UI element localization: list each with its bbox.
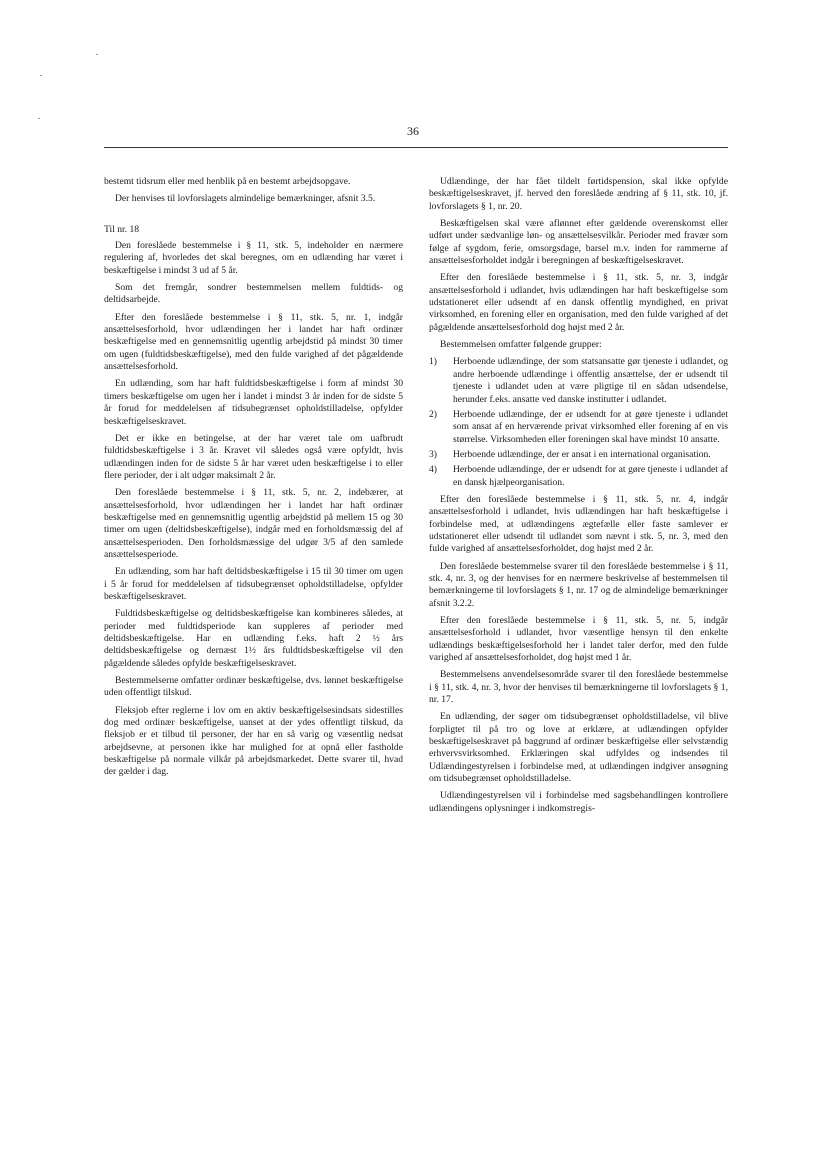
paragraph: Den foreslåede bestemmelse i § 11, stk. 5, nr. 2, indebærer, at ansættelsesforhold, hvor udlændingen her i landet har haft ordinær beskæftigelse med en gennemsnitlig ugentlig arbejdstid på mellem 15 og 30 timer om ugen (deltidsbeskæftigelse), indgår med en forholdsmæssig del af ansættelsesperioden. Den forholdsmæssige del udgør 3/5 af den samlede ansættelsesperiode.	[104, 487, 403, 560]
paragraph: En udlænding, der søger om tidsubegrænset opholdstilladelse, vil blive forpligtet til på tro og love at erklære, at udlændingen opfylder beskæftigelseskravet på baggrund af ordinær beskæftigelse eller selvstændig erhvervsvirksomhed. Erklæringen skal udfyldes og indsendes til Udlændingestyrelsen i forbindelse med, at udlændingen indgiver ansøgning om tidsubegrænset opholdstilladelse.	[429, 711, 728, 785]
list-item	[429, 356, 728, 405]
paragraph: En udlænding, som har haft fuldtidsbeskæftigelse i form af mindst 30 timers beskæftigelse om ugen her i landet i mindst 3 år inden for de sidste 5 år forud for meddelelsen af tidsubegrænset opholdstilladelse, opfylder beskæftigelseskravet.	[104, 378, 403, 427]
page-number: 36	[407, 124, 419, 138]
paragraph: Bestemmelsen omfatter følgende grupper:	[440, 339, 602, 351]
paragraph: Beskæftigelsen skal være aflønnet efter gældende overenskomst eller udført under sædvanlige løn- og ansættelsesvilkår. Perioder med fravær som følge af sygdom, ferie, omsorgsdage, barsel m.v. inden for rammerne af ansættelsesforholdet indgår i beregningen af beskæftigelseskravet.	[429, 218, 728, 267]
list-item	[429, 449, 728, 461]
scan-speck	[38, 118, 40, 119]
list-item-text: Herboende udlændinge, der er ansat i en international organisation.	[453, 448, 711, 460]
paragraph: Fuldtidsbeskæftigelse og deltidsbeskæftigelse kan kombineres således, at perioder med fuldtidsperiode kan suppleres af perioder med deltidsbeskæftigelse. Har en udlænding f.eks. haft 2 ½ års deltidsbeskæftigelse og dernæst 1½ års fuldtidsbeskæftigelse vil den pågældende således opfylde beskæftigelseskravet.	[104, 608, 403, 669]
list-item-number: 3)	[429, 448, 437, 460]
paragraph: Som det fremgår, sondrer bestemmelsen mellem fuldtids- og deltidsarbejde.	[104, 282, 403, 306]
paragraph: Bestemmelserne omfatter ordinær beskæftigelse, dvs. lønnet beskæftigelse uden offentligt tilskud.	[104, 675, 403, 699]
section-heading: Til nr. 18	[104, 223, 140, 235]
paragraph: Efter den foreslåede bestemmelse i § 11, stk. 5, nr. 3, indgår ansættelsesforhold i udlandet, hvis udlændingen har haft beskæftigelse som udstationeret eller udsendt af en dansk offentlig myndighed, en privat virksomhed, en forening eller en organisation, med den fulde varighed af det pågældende ansættelsesforhold dog højst med 2 år.	[429, 272, 728, 333]
paragraph: Bestemmelsens anvendelsesområde svarer til den foreslåede bestemmelse i § 11, stk. 4, nr. 3, hvor der henvises til bemærkningerne til lovforslagets § 1, nr. 17.	[429, 669, 728, 706]
list-item-text: Herboende udlændinge, der som statsansatte gør tjeneste i udlandet, og andre herboende udlændinge i offentlig ansættelse, der er udsendt til tjeneste i udlandet uden at være pligtige til en sådan udsendelse, herunder f.eks. ansatte ved danske institutter i udlandet.	[453, 356, 728, 405]
paragraph: Den foreslåede bestemmelse svarer til den foreslåede bestemmelse i § 11, stk. 4, nr. 3, og der henvises for en nærmere beskrivelse af bestemmelsen til bemærkningerne til lovforslagets § 1, nr. 17 og de almindelige bemærkninger afsnit 3.2.2.	[429, 560, 728, 609]
paragraph: Det er ikke en betingelse, at der har været tale om uafbrudt fuldtidsbeskæftigelse i 3 år. Kravet vil således også være opfyldt, hvis udlændingen inden for de sidste 5 år har været uden beskæftigelse i to eller flere perioder, der i alt udgør maksimalt 2 år.	[104, 432, 403, 481]
list-item-text: Herboende udlændinge, der er udsendt for at gøre tjeneste i udlandet af en dansk hjælpeorganisation.	[453, 464, 728, 488]
list-item	[429, 409, 728, 446]
numbered-list	[429, 356, 728, 488]
right-column	[429, 176, 728, 820]
paragraph: Den foreslåede bestemmelse i § 11, stk. 5, indeholder en nærmere regulering af, hvorledes det skal beregnes, om en udlænding har været i beskæftigelse i mindst 3 ud af 5 år.	[104, 240, 403, 276]
paragraph: Der henvises til lovforslagets almindelige bemærkninger, afsnit 3.5.	[115, 193, 376, 205]
list-item-number: 1)	[429, 356, 437, 368]
list-item-text: Herboende udlændinge, der er udsendt for at gøre tjeneste i udlandet som ansat af en herværende privat virksomhed eller forening af en vis størrelse. Virksomheden eller foreningen skal have mindst 10 ansatte.	[453, 408, 728, 445]
paragraph: Efter den foreslåede bestemmelse i § 11, stk. 5, nr. 5, indgår ansættelsesforhold i udlandet, hvor væsentlige hensyn til den enkelte udlændings beskæftigelsesforhold her i landet taler derfor, med den fulde varighed af ansættelsesforholdet, dog højst med 1 år.	[429, 615, 728, 664]
scan-speck	[40, 75, 42, 76]
paragraph: Efter den foreslåede bestemmelse i § 11, stk. 5, nr. 1, indgår ansættelsesforhold, hvor udlændingen her i landet har haft ordinær beskæftigelse med en gennemsnitlig ugentlig arbejdstid på mindst 30 timer om ugen (fuldtidsbeskæftigelse), med den fulde varighed af det pågældende ansættelsesforhold.	[104, 311, 403, 373]
paragraph: bestemt tidsrum eller med henblik på en bestemt arbejdsopgave.	[104, 176, 351, 187]
paragraph: Udlændinge, der har fået tildelt førtidspension, skal ikke opfylde beskæftigelseskravet, jf. herved den foreslåede ændring af § 11, stk. 10, jf. lovforslagets § 1, nr. 20.	[429, 176, 728, 212]
list-item-number: 2)	[429, 408, 437, 420]
paragraph: Efter den foreslåede bestemmelse i § 11, stk. 5, nr. 4, indgår ansættelsesforhold i udlandet, hvis udlændingen har haft beskæftigelse i forbindelse med, at udlændingens ægtefælle eller faste samlever er udstationeret eller udsendt til udlandet som nævnt i stk. 5, nr. 3, med den fulde varighed af ansættelsesforholdet, dog højst med 2 år.	[429, 493, 728, 555]
scan-speck	[96, 54, 98, 55]
list-item	[429, 464, 728, 489]
paragraph: Udlændingestyrelsen vil i forbindelse med sagsbehandlingen kontrollere udlændingens oplysninger i indkomstregis-	[429, 790, 728, 814]
header-rule	[104, 147, 728, 148]
left-column	[104, 176, 403, 784]
paragraph: Fleksjob efter reglerne i lov om en aktiv beskæftigelsesindsats sidestilles dog med ordinær beskæftigelse, uanset at der ydes offentligt tilskud, da fleksjob er et tilbud til personer, der har en så varig og væsentlig nedsat arbejdsevne, at personen ikke har mulighed for at opnå eller fastholde beskæftigelse på normale vilkår på arbejdsmarkedet. Dette svarer til, hvad der gælder i dag.	[104, 704, 403, 778]
paragraph: En udlænding, som har haft deltidsbeskæftigelse i 15 til 30 timer om ugen i 5 år forud for meddelelsen af tidsubegrænset opholdstilladelse, opfylder beskæftigelseskravet.	[104, 566, 403, 602]
list-item-number: 4)	[429, 464, 437, 476]
